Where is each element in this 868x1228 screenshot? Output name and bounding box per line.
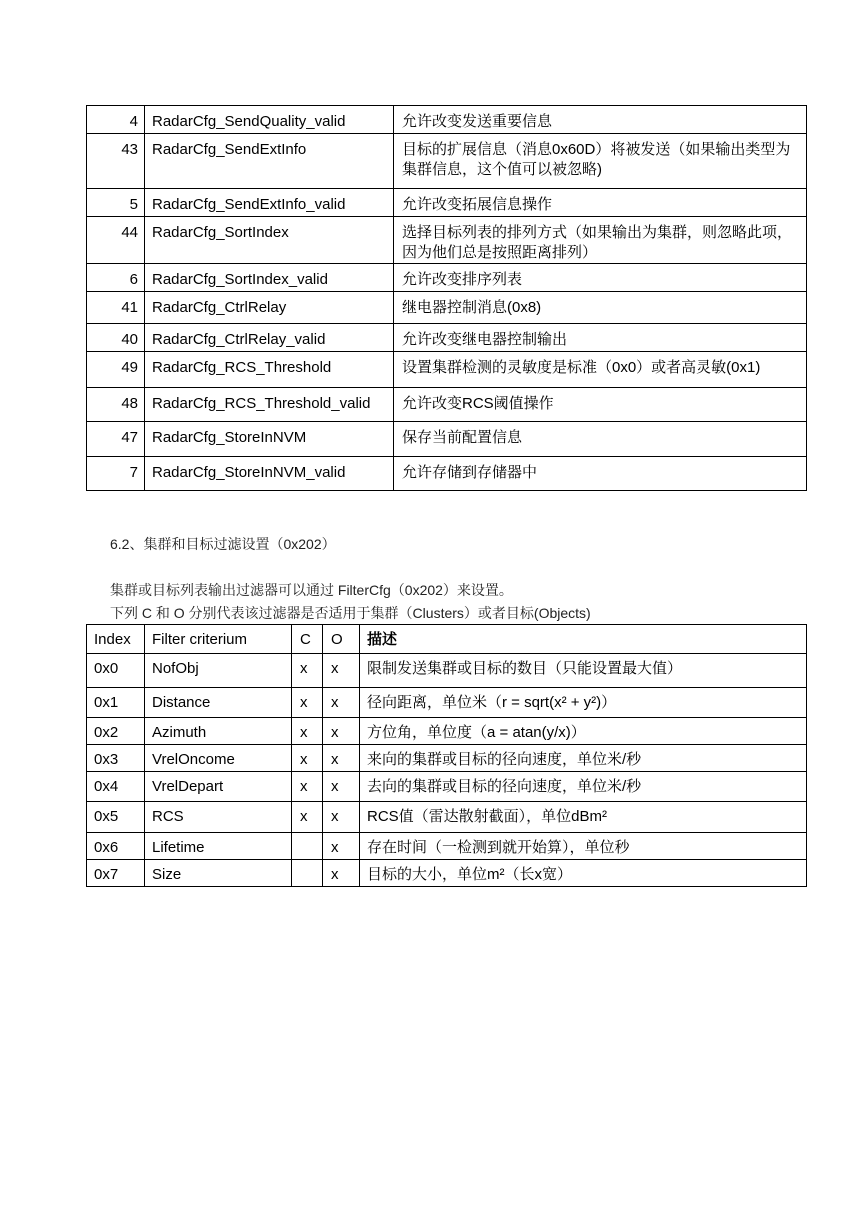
signal-name: RadarCfg_SortIndex_valid: [145, 264, 394, 292]
signal-description: 允许改变发送重要信息: [394, 106, 807, 134]
filter-description: 去向的集群或目标的径向速度，单位米/秒: [360, 772, 807, 802]
section-paragraph: 集群或目标列表输出过滤器可以通过 FilterCfg（0x202）来设置。: [110, 582, 513, 598]
signal-description: 允许存储到存储器中: [394, 457, 807, 491]
object-flag: x: [323, 833, 360, 860]
filter-name: Distance: [145, 688, 292, 718]
table-row: [87, 718, 807, 745]
signal-id: 48: [87, 388, 145, 422]
signal-description: 保存当前配置信息: [394, 422, 807, 457]
cluster-flag: x: [292, 802, 323, 833]
signal-id: 43: [87, 134, 145, 189]
cluster-flag: x: [292, 654, 323, 688]
signal-description: 允许改变拓展信息操作: [394, 189, 807, 217]
signal-description: 允许改变排序列表: [394, 264, 807, 292]
cluster-flag: x: [292, 688, 323, 718]
object-flag: x: [323, 718, 360, 745]
table-row: [87, 833, 807, 860]
signal-name: RadarCfg_SortIndex: [145, 217, 394, 264]
signal-name: RadarCfg_SendExtInfo_valid: [145, 189, 394, 217]
filter-name: Lifetime: [145, 833, 292, 860]
header-index: Index: [87, 625, 145, 654]
filter-description: 方位角，单位度（a = atan(y/x)）: [360, 718, 807, 745]
cluster-flag: [292, 860, 323, 887]
table-row: [87, 422, 807, 457]
signal-id: 6: [87, 264, 145, 292]
cluster-flag: x: [292, 772, 323, 802]
signal-id: 5: [87, 189, 145, 217]
signal-id: 40: [87, 324, 145, 352]
table-row: [87, 688, 807, 718]
signal-description: 允许改变继电器控制输出: [394, 324, 807, 352]
table-row: [87, 352, 807, 388]
filter-index: 0x1: [87, 688, 145, 718]
filter-index: 0x5: [87, 802, 145, 833]
signal-id: 4: [87, 106, 145, 134]
filter-index: 0x6: [87, 833, 145, 860]
filter-index: 0x4: [87, 772, 145, 802]
signal-name: RadarCfg_RCS_Threshold: [145, 352, 394, 388]
filter-description: RCS值（雷达散射截面），单位dBm²: [360, 802, 807, 833]
signal-id: 41: [87, 292, 145, 324]
cluster-flag: [292, 833, 323, 860]
cluster-flag: x: [292, 745, 323, 772]
table-row: [87, 324, 807, 352]
filter-description: 径向距离，单位米（r = sqrt(x² + y²)）: [360, 688, 807, 718]
table-row: [87, 189, 807, 217]
object-flag: x: [323, 860, 360, 887]
signal-description: 继电器控制消息(0x8): [394, 292, 807, 324]
filter-index: 0x0: [87, 654, 145, 688]
table-row: [87, 772, 807, 802]
signal-description: 目标的扩展信息（消息0x60D）将被发送（如果输出类型为集群信息，这个值可以被忽略): [394, 134, 807, 189]
filter-description: 存在时间（一检测到就开始算），单位秒: [360, 833, 807, 860]
signal-name: RadarCfg_StoreInNVM_valid: [145, 457, 394, 491]
filter-index: 0x3: [87, 745, 145, 772]
object-flag: x: [323, 772, 360, 802]
header-o: O: [323, 625, 360, 654]
cluster-flag: x: [292, 718, 323, 745]
header-c: C: [292, 625, 323, 654]
table-row: [87, 292, 807, 324]
filter-description: 目标的大小，单位m²（长x宽）: [360, 860, 807, 887]
object-flag: x: [323, 802, 360, 833]
object-flag: x: [323, 688, 360, 718]
table-row: [87, 388, 807, 422]
object-flag: x: [323, 745, 360, 772]
filter-name: Azimuth: [145, 718, 292, 745]
table-row: [87, 745, 807, 772]
signal-name: RadarCfg_CtrlRelay_valid: [145, 324, 394, 352]
filter-name: VrelDepart: [145, 772, 292, 802]
table-header-row: [87, 625, 807, 654]
signal-description: 选择目标列表的排列方式（如果输出为集群，则忽略此项，因为他们总是按照距离排列）: [394, 217, 807, 264]
signal-id: 49: [87, 352, 145, 388]
signal-name: RadarCfg_CtrlRelay: [145, 292, 394, 324]
signal-description: 允许改变RCS阈值操作: [394, 388, 807, 422]
signal-id: 44: [87, 217, 145, 264]
table-row: [87, 106, 807, 134]
filter-criteria-table: [86, 624, 807, 887]
filter-name: NofObj: [145, 654, 292, 688]
object-flag: x: [323, 654, 360, 688]
section-heading: 6.2、集群和目标过滤设置（0x202）: [110, 536, 336, 552]
signal-name: RadarCfg_SendExtInfo: [145, 134, 394, 189]
signal-id: 47: [87, 422, 145, 457]
table-row: [87, 134, 807, 189]
table-row: [87, 264, 807, 292]
filter-index: 0x2: [87, 718, 145, 745]
table-row: [87, 654, 807, 688]
filter-index: 0x7: [87, 860, 145, 887]
signal-id: 7: [87, 457, 145, 491]
table-row: [87, 802, 807, 833]
table-row: [87, 217, 807, 264]
header-filter-criterium: Filter criterium: [145, 625, 292, 654]
signal-name: RadarCfg_RCS_Threshold_valid: [145, 388, 394, 422]
filter-name: VrelOncome: [145, 745, 292, 772]
signal-description: 设置集群检测的灵敏度是标准（0x0）或者高灵敏(0x1): [394, 352, 807, 388]
signal-name: RadarCfg_StoreInNVM: [145, 422, 394, 457]
section-paragraph: 下列 C 和 O 分别代表该过滤器是否适用于集群（Clusters）或者目标(Objects): [110, 605, 591, 621]
header-description: 描述: [360, 625, 807, 654]
filter-description: 限制发送集群或目标的数目（只能设置最大值）: [360, 654, 807, 688]
table-row: [87, 457, 807, 491]
radar-config-table: [86, 105, 807, 491]
filter-name: RCS: [145, 802, 292, 833]
filter-description: 来向的集群或目标的径向速度，单位米/秒: [360, 745, 807, 772]
filter-name: Size: [145, 860, 292, 887]
table-row: [87, 860, 807, 887]
signal-name: RadarCfg_SendQuality_valid: [145, 106, 394, 134]
